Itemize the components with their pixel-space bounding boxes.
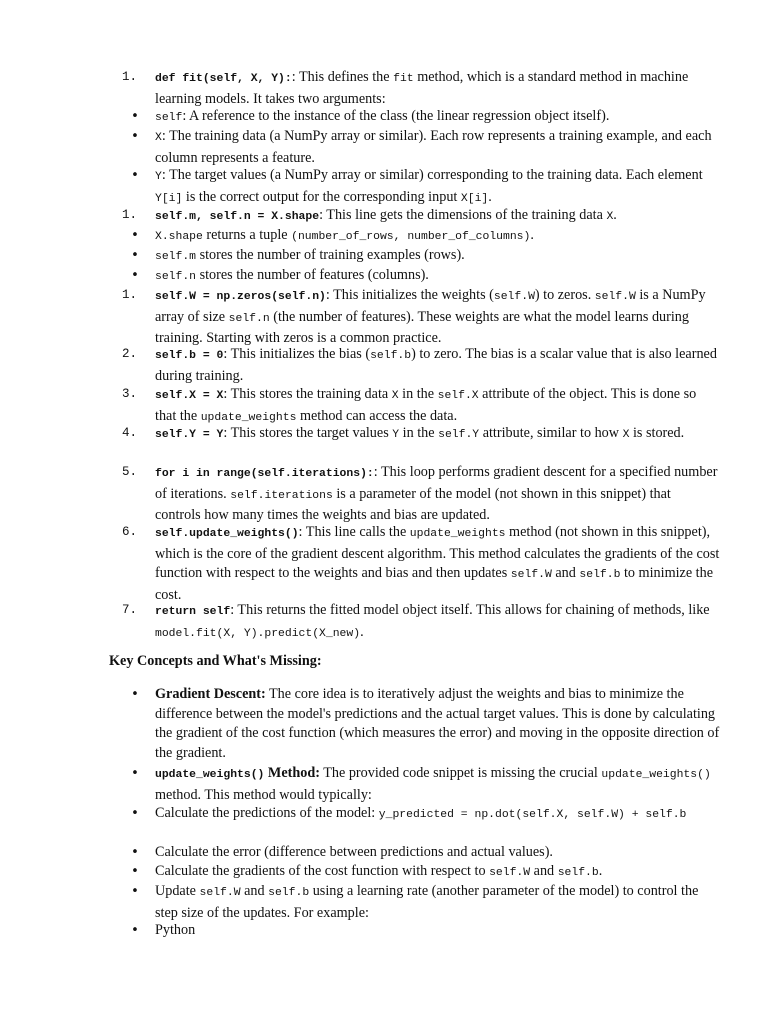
inline-code: self.b <box>268 887 310 899</box>
item-text: The provided code snippet is missing the crucial <box>319 765 602 781</box>
inline-code: X <box>622 429 630 441</box>
item-text: : The training data (a NumPy array or similar). Each row represents a training example, and each column represents a feature. <box>155 128 712 166</box>
bullet-icon: • <box>131 268 139 283</box>
list-item <box>121 286 720 349</box>
list-item <box>131 882 720 923</box>
item-text: method can access the data. <box>296 407 458 424</box>
code-term: return self <box>155 606 231 618</box>
item-text: ) to zeros. <box>534 287 595 303</box>
bullet-icon: • <box>131 806 139 821</box>
inline-code: self.Y <box>438 429 480 441</box>
inline-code: fit <box>393 73 414 85</box>
inline-code: self.m <box>155 251 197 263</box>
inline-code: self.W <box>489 867 531 879</box>
item-text: : A reference to the instance of the class (the linear regression object itself). <box>182 108 610 124</box>
item-text: in the <box>398 386 438 402</box>
code-term: self.b = 0 <box>155 350 224 362</box>
item-text: Update <box>155 883 200 899</box>
item-text: and <box>240 883 269 899</box>
bullet-icon: • <box>131 864 139 879</box>
item-text: to minimize the cost. <box>155 565 714 603</box>
inline-code: self.n <box>228 312 270 325</box>
item-text: : This stores the training data <box>223 386 392 402</box>
item-text: is a parameter of the model (not shown in this snippet) that controls how many times the weights and bias are updated. <box>155 485 671 524</box>
bullet-icon: • <box>131 248 139 263</box>
item-text: using a learning rate (another parameter of the model) to control the step size of the updates. For example: <box>155 883 699 921</box>
list-item <box>121 385 720 428</box>
list-number: 1. <box>121 208 137 222</box>
list-number: 6. <box>121 525 137 539</box>
item-text: is a NumPy array of size <box>155 287 706 325</box>
bullet-icon: • <box>131 845 139 860</box>
item-text: Calculate the predictions of the model: <box>155 805 379 821</box>
code-term: self.update_weights() <box>155 528 299 540</box>
list-item <box>121 523 720 605</box>
inline-code: self.X <box>437 390 479 402</box>
item-text: stores the number of features (columns). <box>196 267 429 283</box>
item-text: : This defines the <box>291 69 394 85</box>
inline-code: (number_of_rows, number_of_columns) <box>291 231 531 243</box>
item-text: : This line gets the dimensions of the training data <box>319 207 607 223</box>
inline-code: self.b <box>579 569 621 582</box>
list-number: 1. <box>121 288 137 302</box>
list-number: 2. <box>121 347 137 361</box>
item-text: and <box>530 863 558 879</box>
bullet-icon: • <box>131 884 139 899</box>
inline-code: self.W <box>510 569 552 582</box>
list-item <box>121 424 720 446</box>
list-item <box>131 843 720 863</box>
inline-code: self.n <box>155 271 197 283</box>
list-item <box>121 206 720 228</box>
list-number: 4. <box>121 426 137 440</box>
inline-code: self.b <box>370 350 412 362</box>
inline-code: y_predicted = np.dot(self.X, self.W) + self.b <box>378 809 687 821</box>
item-text: is stored. <box>629 425 685 441</box>
list-item <box>131 764 720 805</box>
inline-code: update_weights() <box>601 769 711 781</box>
item-text: The core idea is to iteratively adjust the weights and bias to minimize the difference between the model's predictions and the actual target values. This is done by calculating the gradient of the cost function (which measures the error) and moving in the opposite direction of the gradient. <box>155 686 720 761</box>
list-item <box>131 685 720 763</box>
code-term: def fit(self, X, Y): <box>155 73 292 85</box>
item-text: method, which is a standard method in machine learning models. It takes two arguments: <box>155 69 689 107</box>
inline-code: X <box>606 211 614 223</box>
bullet-icon: • <box>131 923 139 938</box>
bold-term: Method: <box>264 765 320 781</box>
inline-code: self.W <box>199 887 241 899</box>
item-text: Python <box>155 922 196 938</box>
list-item <box>131 246 720 268</box>
item-text: : This line calls the <box>298 524 410 540</box>
code-term: for i in range(self.iterations): <box>155 468 374 480</box>
item-text: Calculate the error (difference between predictions and actual values). <box>155 844 553 860</box>
code-term: update_weights() <box>155 769 265 781</box>
item-text: method (not shown in this snippet), which is the core of the gradient descent algorithm. This method calculates the gradients of the cost function with respect to the weights and bias and then updates <box>155 524 720 582</box>
item-text: . <box>530 227 534 243</box>
item-text: : This stores the target values <box>223 425 393 441</box>
inline-code: X <box>391 390 399 402</box>
bullet-icon: • <box>131 109 139 124</box>
inline-code: self <box>155 112 183 124</box>
bullet-icon: • <box>131 168 139 183</box>
code-term: self.m, self.n = X.shape <box>155 211 320 223</box>
bullet-icon: • <box>131 129 139 144</box>
inline-code: X.shape <box>155 231 203 243</box>
inline-code: update_weights <box>409 528 506 540</box>
item-text: : The target values (a NumPy array or similar) corresponding to the training data. Each element <box>161 167 703 183</box>
inline-code: Y <box>155 171 162 183</box>
inline-code: Y[i] <box>155 192 183 205</box>
list-item <box>121 68 720 109</box>
item-text: : This initializes the weights ( <box>325 287 494 303</box>
item-text: . <box>598 863 603 879</box>
list-item <box>131 166 720 209</box>
list-item <box>131 107 720 129</box>
item-text: returns a tuple <box>202 227 292 243</box>
list-item <box>131 804 720 826</box>
item-text: Calculate the gradients of the cost function with respect to <box>155 863 490 879</box>
bullet-icon: • <box>131 687 139 702</box>
list-item <box>131 862 720 884</box>
list-number: 5. <box>121 465 137 479</box>
item-text: : This loop performs gradient descent for a specified number of iterations. <box>155 464 718 502</box>
list-item <box>131 921 720 941</box>
inline-code: update_weights <box>200 411 297 424</box>
item-text: in the <box>399 425 439 441</box>
item-text: . <box>360 623 364 640</box>
inline-code: self.iterations <box>230 489 333 502</box>
item-text: attribute, similar to how <box>479 425 623 441</box>
list-number: 1. <box>121 70 137 84</box>
list-item <box>121 601 720 644</box>
item-text: ) to zero. The bias is a scalar value that is also learned during training. <box>155 346 717 384</box>
item-text: method. This method would typically: <box>155 786 372 803</box>
code-term: self.Y = Y <box>155 429 224 441</box>
item-text: and <box>551 565 580 582</box>
inline-code: model.fit(X, Y).predict(X_new) <box>155 627 361 640</box>
item-text: stores the number of training examples (rows). <box>196 247 465 263</box>
item-text: . <box>488 188 492 205</box>
inline-code: self.W <box>594 291 636 303</box>
item-text: is the correct output for the corresponding input <box>182 188 461 205</box>
inline-code: self.W <box>493 291 535 303</box>
list-number: 3. <box>121 387 137 401</box>
section-heading: Key Concepts and What's Missing: <box>109 653 322 669</box>
inline-code: self.b <box>557 867 599 879</box>
list-item <box>131 266 720 288</box>
item-text: (the number of features). These weights are what the model learns during training. Starting with zeros is a common practice. <box>155 308 689 347</box>
item-text: attribute of the object. This is done so that the <box>155 386 697 424</box>
item-text: : This returns the fitted model object itself. This allows for chaining of methods, like <box>230 602 710 618</box>
bold-term: Gradient Descent: <box>155 686 266 702</box>
list-number: 7. <box>121 603 137 617</box>
inline-code: X[i] <box>460 192 489 205</box>
inline-code: Y <box>392 429 400 441</box>
code-term: self.W = np.zeros(self.n) <box>155 291 326 303</box>
code-term: self.X = X <box>155 390 224 402</box>
list-item <box>121 463 720 526</box>
list-item <box>121 345 720 386</box>
item-text: : This initializes the bias ( <box>223 346 371 362</box>
list-item <box>131 226 720 248</box>
bullet-icon: • <box>131 766 139 781</box>
inline-code: X <box>155 132 162 144</box>
list-item <box>131 127 720 168</box>
bullet-icon: • <box>131 228 139 243</box>
item-text: . <box>613 207 617 223</box>
